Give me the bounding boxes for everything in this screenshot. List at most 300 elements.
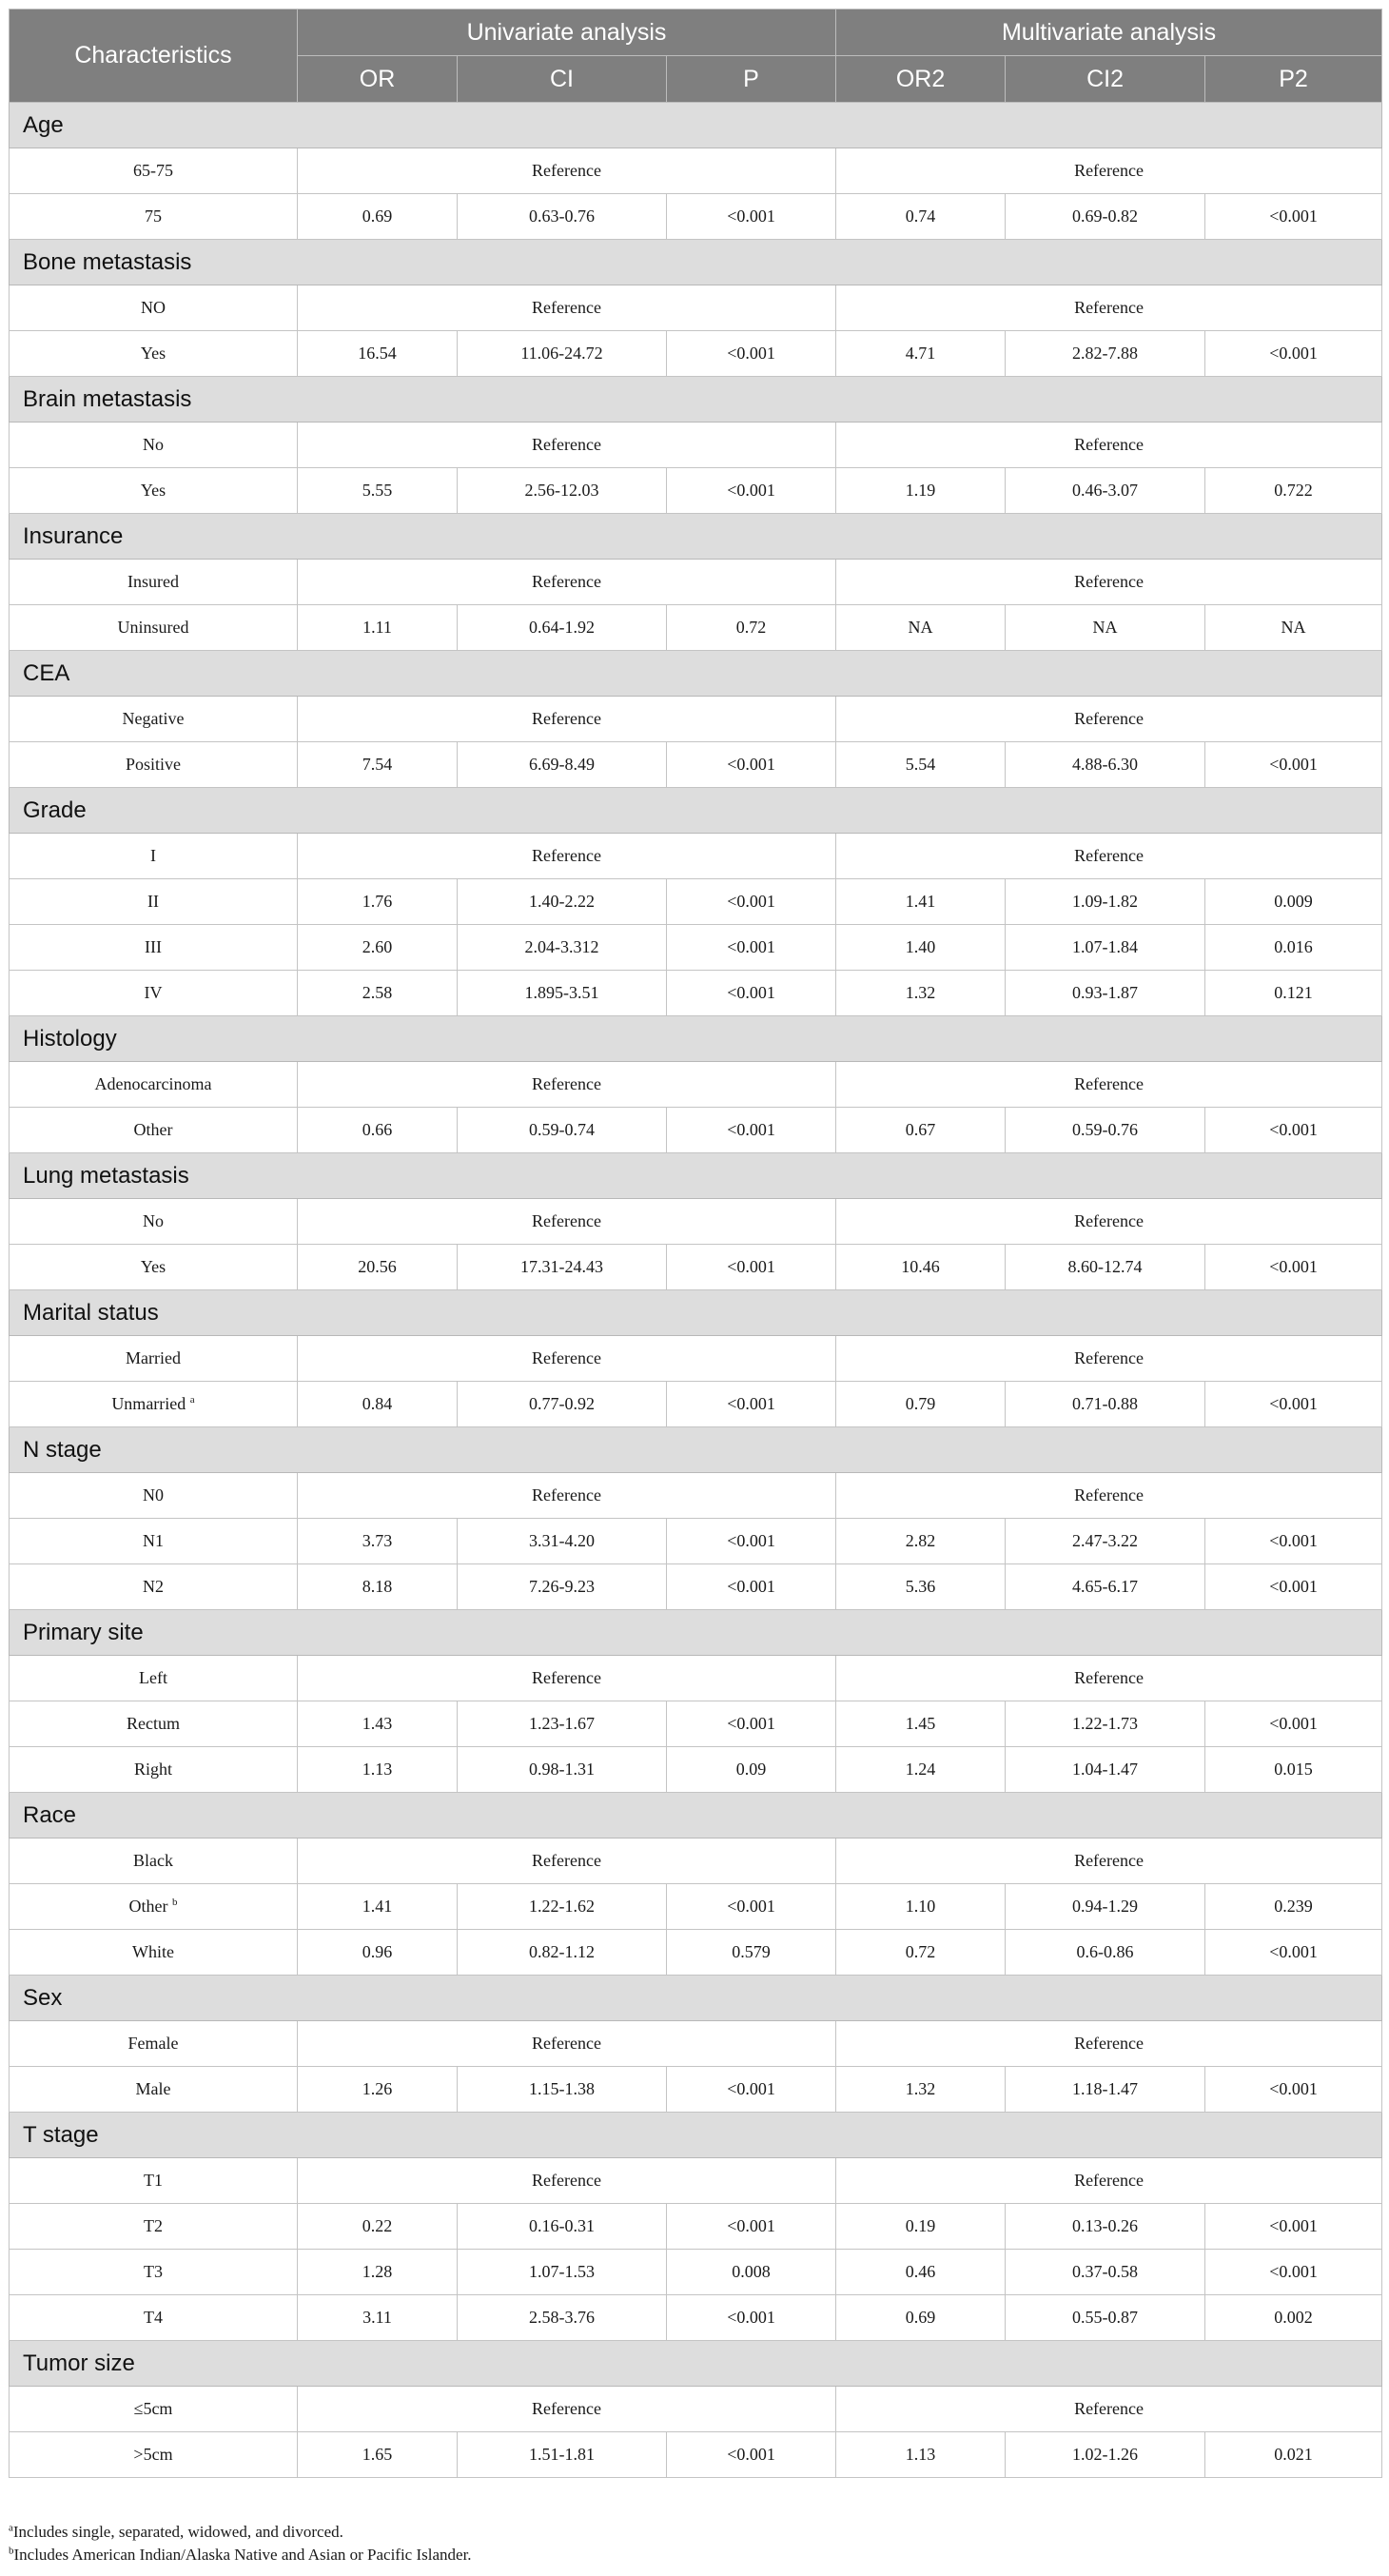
- row-label: Rectum: [127, 1714, 180, 1733]
- p2-cell: 0.002: [1205, 2295, 1382, 2341]
- or2-cell: 0.46: [836, 2250, 1006, 2295]
- or-cell: 1.65: [298, 2432, 458, 2478]
- ci-cell: 2.58-3.76: [458, 2295, 667, 2341]
- section-title: Lung metastasis: [10, 1153, 1382, 1199]
- or2-cell: 0.72: [836, 1930, 1006, 1976]
- univariate-reference: Reference: [298, 834, 836, 879]
- footnote-text: Includes American Indian/Alaska Native and Asian or Pacific Islander.: [13, 2546, 472, 2564]
- ci-cell: 17.31-24.43: [458, 1245, 667, 1290]
- row-label: Yes: [140, 1257, 166, 1276]
- section-title: CEA: [10, 651, 1382, 697]
- or2-cell: 0.69: [836, 2295, 1006, 2341]
- or2-cell: 1.19: [836, 468, 1006, 514]
- ci-cell: 2.04-3.312: [458, 925, 667, 971]
- multivariate-reference: Reference: [836, 423, 1382, 468]
- p2-cell: 0.722: [1205, 468, 1382, 514]
- p2-cell: <0.001: [1205, 1519, 1382, 1564]
- table-row: [10, 879, 1382, 925]
- or-cell: 20.56: [298, 1245, 458, 1290]
- column-header: OR: [298, 56, 458, 103]
- table-row: [10, 1473, 1382, 1519]
- or2-cell: 2.82: [836, 1519, 1006, 1564]
- or-cell: 0.22: [298, 2204, 458, 2250]
- section-row: [10, 1153, 1382, 1199]
- section-title: Tumor size: [10, 2341, 1382, 2387]
- multivariate-header: Multivariate analysis: [836, 10, 1382, 56]
- table-row: [10, 285, 1382, 331]
- ci-cell: 0.77-0.92: [458, 1382, 667, 1427]
- p-cell: 0.72: [667, 605, 836, 651]
- row-label-cell: [10, 971, 298, 1016]
- or-cell: 2.60: [298, 925, 458, 971]
- row-label: Male: [135, 2079, 171, 2098]
- row-label-cell: [10, 742, 298, 788]
- section-title: Marital status: [10, 1290, 1382, 1336]
- row-label-cell: [10, 605, 298, 651]
- or-cell: 0.96: [298, 1930, 458, 1976]
- row-label: Black: [133, 1851, 173, 1870]
- table-row: [10, 1519, 1382, 1564]
- row-label-cell: [10, 1062, 298, 1108]
- section-row: [10, 240, 1382, 285]
- section-row: [10, 377, 1382, 423]
- section-title: Bone metastasis: [10, 240, 1382, 285]
- row-label-cell: [10, 834, 298, 879]
- row-label: 75: [145, 206, 162, 226]
- or2-cell: 0.19: [836, 2204, 1006, 2250]
- table-row: [10, 1656, 1382, 1701]
- row-label-cell: [10, 2432, 298, 2478]
- section-title: Race: [10, 1793, 1382, 1839]
- ci-cell: 1.51-1.81: [458, 2432, 667, 2478]
- ci2-cell: 4.88-6.30: [1006, 742, 1205, 788]
- or-cell: 0.69: [298, 194, 458, 240]
- row-label: IV: [144, 983, 163, 1002]
- p-cell: 0.579: [667, 1930, 836, 1976]
- row-label-cell: [10, 560, 298, 605]
- row-label-cell: [10, 1564, 298, 1610]
- table-row: [10, 697, 1382, 742]
- regression-table: [9, 9, 1382, 2478]
- univariate-reference: Reference: [298, 1062, 836, 1108]
- row-label-cell: [10, 697, 298, 742]
- ci2-cell: 2.47-3.22: [1006, 1519, 1205, 1564]
- or2-cell: 1.13: [836, 2432, 1006, 2478]
- footnote: [9, 2521, 472, 2544]
- ci-cell: 1.895-3.51: [458, 971, 667, 1016]
- or-cell: 1.26: [298, 2067, 458, 2113]
- section-row: [10, 514, 1382, 560]
- or2-cell: 5.36: [836, 1564, 1006, 1610]
- p2-cell: NA: [1205, 605, 1382, 651]
- table-row: [10, 1747, 1382, 1793]
- table-row: [10, 423, 1382, 468]
- section-row: [10, 2113, 1382, 2158]
- row-label-cell: [10, 1701, 298, 1747]
- row-label-cell: [10, 1199, 298, 1245]
- row-label: Negative: [122, 709, 185, 728]
- row-label-cell: [10, 285, 298, 331]
- multivariate-reference: Reference: [836, 834, 1382, 879]
- ci-cell: 0.98-1.31: [458, 1747, 667, 1793]
- p2-cell: <0.001: [1205, 2204, 1382, 2250]
- section-title: N stage: [10, 1427, 1382, 1473]
- section-title: Age: [10, 103, 1382, 148]
- section-title: Brain metastasis: [10, 377, 1382, 423]
- row-label-cell: [10, 1382, 298, 1427]
- multivariate-reference: Reference: [836, 1656, 1382, 1701]
- table-row: [10, 2387, 1382, 2432]
- univariate-reference: Reference: [298, 697, 836, 742]
- row-label: Positive: [125, 755, 181, 774]
- row-label: Other: [128, 1897, 168, 1916]
- p2-cell: <0.001: [1205, 1701, 1382, 1747]
- table-row: [10, 1884, 1382, 1930]
- table-row: [10, 1382, 1382, 1427]
- row-label: N1: [143, 1531, 164, 1550]
- table-row: [10, 148, 1382, 194]
- table-row: [10, 742, 1382, 788]
- or-cell: 0.84: [298, 1382, 458, 1427]
- table-row: [10, 1245, 1382, 1290]
- p2-cell: 0.121: [1205, 971, 1382, 1016]
- p2-cell: <0.001: [1205, 1108, 1382, 1153]
- table-row: [10, 468, 1382, 514]
- column-header: P: [667, 56, 836, 103]
- row-label: Other: [133, 1120, 173, 1139]
- footnote-mark: a: [9, 2522, 13, 2534]
- univariate-header: Univariate analysis: [298, 10, 836, 56]
- or2-cell: 10.46: [836, 1245, 1006, 1290]
- p-cell: <0.001: [667, 468, 836, 514]
- univariate-reference: Reference: [298, 1656, 836, 1701]
- or-cell: 3.73: [298, 1519, 458, 1564]
- ci-cell: 1.15-1.38: [458, 2067, 667, 2113]
- section-title: T stage: [10, 2113, 1382, 2158]
- p2-cell: <0.001: [1205, 1382, 1382, 1427]
- characteristics-header: Characteristics: [10, 10, 298, 103]
- p-cell: <0.001: [667, 971, 836, 1016]
- table-row: [10, 2250, 1382, 2295]
- row-label: NO: [141, 298, 166, 317]
- row-label: Yes: [140, 481, 166, 500]
- or2-cell: 1.45: [836, 1701, 1006, 1747]
- table-row: [10, 605, 1382, 651]
- table-row: [10, 1062, 1382, 1108]
- ci2-cell: 1.22-1.73: [1006, 1701, 1205, 1747]
- table-row: [10, 834, 1382, 879]
- multivariate-reference: Reference: [836, 1336, 1382, 1382]
- or-cell: 8.18: [298, 1564, 458, 1610]
- table-row: [10, 1564, 1382, 1610]
- row-label-cell: [10, 925, 298, 971]
- or2-cell: 5.54: [836, 742, 1006, 788]
- footnotes: [9, 2521, 472, 2566]
- section-title: Insurance: [10, 514, 1382, 560]
- table-row: [10, 1701, 1382, 1747]
- row-label: I: [150, 846, 156, 865]
- row-label-cell: [10, 331, 298, 377]
- row-label: T3: [144, 2262, 163, 2281]
- table-row: [10, 925, 1382, 971]
- row-label-cell: [10, 879, 298, 925]
- ci-cell: 2.56-12.03: [458, 468, 667, 514]
- row-label: Unmarried: [111, 1394, 186, 1413]
- section-title: Histology: [10, 1016, 1382, 1062]
- section-title: Grade: [10, 788, 1382, 834]
- table-header: [10, 10, 1382, 103]
- section-row: [10, 1793, 1382, 1839]
- or-cell: 0.66: [298, 1108, 458, 1153]
- row-label-cell: [10, 2387, 298, 2432]
- ci2-cell: 8.60-12.74: [1006, 1245, 1205, 1290]
- univariate-reference: Reference: [298, 2387, 836, 2432]
- row-label: No: [143, 1211, 164, 1230]
- p-cell: <0.001: [667, 1884, 836, 1930]
- table-row: [10, 2067, 1382, 2113]
- ci2-cell: 4.65-6.17: [1006, 1564, 1205, 1610]
- row-label: Left: [139, 1668, 167, 1687]
- p-cell: <0.001: [667, 2295, 836, 2341]
- row-label-cell: [10, 1930, 298, 1976]
- multivariate-reference: Reference: [836, 1062, 1382, 1108]
- row-label-cell: [10, 2158, 298, 2204]
- ci2-cell: 0.59-0.76: [1006, 1108, 1205, 1153]
- row-label-cell: [10, 1747, 298, 1793]
- section-row: [10, 1290, 1382, 1336]
- row-label: N0: [143, 1485, 164, 1504]
- section-row: [10, 788, 1382, 834]
- multivariate-reference: Reference: [836, 697, 1382, 742]
- section-row: [10, 1976, 1382, 2021]
- ci2-cell: 1.02-1.26: [1006, 2432, 1205, 2478]
- p2-cell: <0.001: [1205, 1245, 1382, 1290]
- or-cell: 7.54: [298, 742, 458, 788]
- section-title: Primary site: [10, 1610, 1382, 1656]
- column-header: OR2: [836, 56, 1006, 103]
- column-header: CI: [458, 56, 667, 103]
- row-label: White: [132, 1942, 174, 1961]
- p-cell: <0.001: [667, 2067, 836, 2113]
- row-label-cell: [10, 148, 298, 194]
- p2-cell: <0.001: [1205, 742, 1382, 788]
- multivariate-reference: Reference: [836, 1199, 1382, 1245]
- row-label-cell: [10, 2067, 298, 2113]
- or-cell: 1.28: [298, 2250, 458, 2295]
- or2-cell: 1.40: [836, 925, 1006, 971]
- ci2-cell: 1.07-1.84: [1006, 925, 1205, 971]
- footnote: [9, 2544, 472, 2566]
- table-row: [10, 1199, 1382, 1245]
- row-label-cell: [10, 1245, 298, 1290]
- results-table-container: [9, 9, 1381, 2478]
- footnote-text: Includes single, separated, widowed, and divorced.: [12, 2523, 343, 2541]
- p-cell: <0.001: [667, 1519, 836, 1564]
- row-label: Insured: [127, 572, 179, 591]
- table-row: [10, 2158, 1382, 2204]
- or-cell: 1.13: [298, 1747, 458, 1793]
- table-row: [10, 1839, 1382, 1884]
- table-row: [10, 194, 1382, 240]
- table-row: [10, 971, 1382, 1016]
- or-cell: 1.76: [298, 879, 458, 925]
- p2-cell: <0.001: [1205, 1564, 1382, 1610]
- or2-cell: 4.71: [836, 331, 1006, 377]
- univariate-reference: Reference: [298, 1199, 836, 1245]
- p-cell: <0.001: [667, 1245, 836, 1290]
- row-label: Married: [126, 1348, 181, 1367]
- table-row: [10, 2021, 1382, 2067]
- ci-cell: 0.63-0.76: [458, 194, 667, 240]
- univariate-reference: Reference: [298, 285, 836, 331]
- p2-cell: <0.001: [1205, 331, 1382, 377]
- ci-cell: 3.31-4.20: [458, 1519, 667, 1564]
- row-label: Female: [127, 2034, 179, 2053]
- row-label: ≤5cm: [133, 2399, 173, 2418]
- p-cell: <0.001: [667, 742, 836, 788]
- multivariate-reference: Reference: [836, 285, 1382, 331]
- ci2-cell: 2.82-7.88: [1006, 331, 1205, 377]
- ci-cell: 1.22-1.62: [458, 1884, 667, 1930]
- section-row: [10, 103, 1382, 148]
- multivariate-reference: Reference: [836, 560, 1382, 605]
- footnote-marker: a: [189, 1394, 195, 1406]
- multivariate-reference: Reference: [836, 1473, 1382, 1519]
- ci2-cell: 0.37-0.58: [1006, 2250, 1205, 2295]
- section-row: [10, 1610, 1382, 1656]
- multivariate-reference: Reference: [836, 2387, 1382, 2432]
- or-cell: 1.43: [298, 1701, 458, 1747]
- p2-cell: <0.001: [1205, 2250, 1382, 2295]
- or-cell: 1.11: [298, 605, 458, 651]
- ci2-cell: 1.04-1.47: [1006, 1747, 1205, 1793]
- p-cell: 0.008: [667, 2250, 836, 2295]
- row-label: T1: [144, 2171, 163, 2190]
- row-label: Right: [133, 1760, 172, 1779]
- p-cell: <0.001: [667, 2204, 836, 2250]
- univariate-reference: Reference: [298, 560, 836, 605]
- section-row: [10, 1016, 1382, 1062]
- univariate-reference: Reference: [298, 1336, 836, 1382]
- row-label: II: [147, 892, 159, 911]
- ci2-cell: 0.6-0.86: [1006, 1930, 1205, 1976]
- row-label: >5cm: [133, 2445, 173, 2464]
- multivariate-reference: Reference: [836, 148, 1382, 194]
- row-label: N2: [143, 1577, 164, 1596]
- or2-cell: 0.79: [836, 1382, 1006, 1427]
- p-cell: <0.001: [667, 1701, 836, 1747]
- row-label: T4: [144, 2308, 163, 2327]
- univariate-reference: Reference: [298, 2021, 836, 2067]
- ci2-cell: 0.71-0.88: [1006, 1382, 1205, 1427]
- row-label-cell: [10, 423, 298, 468]
- table-row: [10, 2432, 1382, 2478]
- row-label-cell: [10, 1656, 298, 1701]
- row-label-cell: [10, 194, 298, 240]
- table-row: [10, 1108, 1382, 1153]
- row-label-cell: [10, 1336, 298, 1382]
- row-label: III: [145, 937, 162, 956]
- row-label-cell: [10, 2250, 298, 2295]
- row-label-cell: [10, 468, 298, 514]
- or2-cell: 1.32: [836, 2067, 1006, 2113]
- or2-cell: 0.74: [836, 194, 1006, 240]
- table-row: [10, 2295, 1382, 2341]
- column-header: P2: [1205, 56, 1382, 103]
- ci2-cell: 0.46-3.07: [1006, 468, 1205, 514]
- multivariate-reference: Reference: [836, 2021, 1382, 2067]
- p-cell: <0.001: [667, 1382, 836, 1427]
- or2-cell: 1.41: [836, 879, 1006, 925]
- p2-cell: 0.021: [1205, 2432, 1382, 2478]
- table-row: [10, 560, 1382, 605]
- p-cell: <0.001: [667, 879, 836, 925]
- ci-cell: 6.69-8.49: [458, 742, 667, 788]
- row-label: No: [143, 435, 164, 454]
- ci2-cell: 0.94-1.29: [1006, 1884, 1205, 1930]
- ci2-cell: 0.69-0.82: [1006, 194, 1205, 240]
- p2-cell: 0.239: [1205, 1884, 1382, 1930]
- p2-cell: <0.001: [1205, 2067, 1382, 2113]
- p2-cell: <0.001: [1205, 194, 1382, 240]
- row-label: Adenocarcinoma: [94, 1074, 212, 1093]
- row-label: Yes: [140, 344, 166, 363]
- footnote-marker: b: [171, 1897, 178, 1908]
- ci-cell: 7.26-9.23: [458, 1564, 667, 1610]
- row-label: Uninsured: [117, 618, 189, 637]
- p-cell: <0.001: [667, 331, 836, 377]
- p2-cell: 0.009: [1205, 879, 1382, 925]
- p-cell: <0.001: [667, 925, 836, 971]
- p-cell: 0.09: [667, 1747, 836, 1793]
- table-row: [10, 331, 1382, 377]
- row-label: 65-75: [133, 161, 173, 180]
- ci-cell: 1.40-2.22: [458, 879, 667, 925]
- row-label-cell: [10, 2021, 298, 2067]
- or2-cell: NA: [836, 605, 1006, 651]
- p-cell: <0.001: [667, 1108, 836, 1153]
- row-label-cell: [10, 1108, 298, 1153]
- p-cell: <0.001: [667, 194, 836, 240]
- row-label-cell: [10, 2295, 298, 2341]
- row-label-cell: [10, 1519, 298, 1564]
- univariate-reference: Reference: [298, 423, 836, 468]
- p-cell: <0.001: [667, 1564, 836, 1610]
- table-row: [10, 1336, 1382, 1382]
- ci2-cell: NA: [1006, 605, 1205, 651]
- footnote-mark: b: [9, 2545, 14, 2557]
- row-label: T2: [144, 2216, 163, 2235]
- or-cell: 3.11: [298, 2295, 458, 2341]
- table-row: [10, 1930, 1382, 1976]
- ci-cell: 0.59-0.74: [458, 1108, 667, 1153]
- ci-cell: 0.64-1.92: [458, 605, 667, 651]
- p2-cell: <0.001: [1205, 1930, 1382, 1976]
- or2-cell: 1.24: [836, 1747, 1006, 1793]
- univariate-reference: Reference: [298, 1839, 836, 1884]
- section-row: [10, 1427, 1382, 1473]
- section-row: [10, 2341, 1382, 2387]
- multivariate-reference: Reference: [836, 2158, 1382, 2204]
- ci2-cell: 1.18-1.47: [1006, 2067, 1205, 2113]
- univariate-reference: Reference: [298, 1473, 836, 1519]
- row-label-cell: [10, 2204, 298, 2250]
- ci-cell: 1.23-1.67: [458, 1701, 667, 1747]
- multivariate-reference: Reference: [836, 1839, 1382, 1884]
- row-label-cell: [10, 1884, 298, 1930]
- ci-cell: 1.07-1.53: [458, 2250, 667, 2295]
- ci-cell: 0.82-1.12: [458, 1930, 667, 1976]
